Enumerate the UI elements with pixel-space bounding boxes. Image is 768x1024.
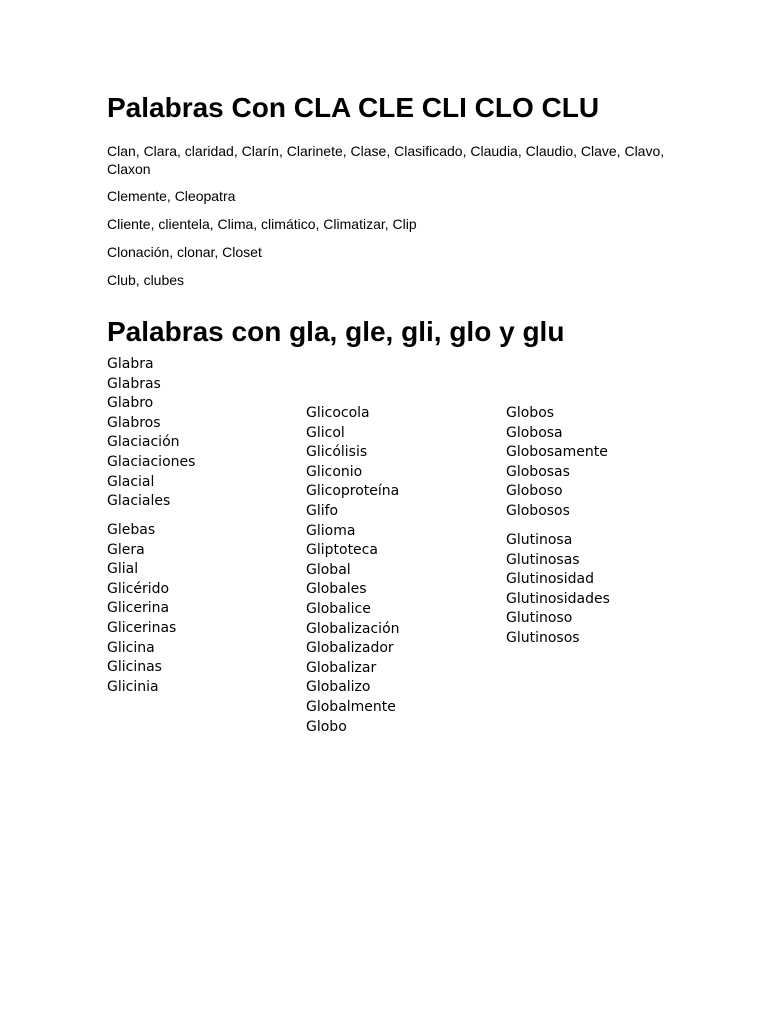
word-item: Globo — [306, 718, 347, 735]
section-title-gla-gle: Palabras con gla, gle, gli, glo y glu — [107, 316, 565, 347]
word-item: Gliconio — [306, 463, 363, 480]
word-item: Globalización — [306, 620, 400, 637]
word-item: Glacial — [107, 473, 155, 490]
word-item: Glebas — [107, 522, 156, 538]
word-item: Glicólisis — [306, 444, 368, 461]
word-item: Glicocola — [306, 405, 370, 421]
paragraph-clo: Clonación, clonar, Closet — [107, 244, 262, 260]
paragraph-cla: Clan, Clara, claridad, Clarín, Clarinete, Clase, Clasificado, Claudia, Claudio, Clave, Clavo, Claxon — [107, 143, 665, 177]
word-list-glu — [506, 531, 610, 649]
word-item: Glaciaciones — [107, 453, 196, 470]
word-item: Glicerinas — [107, 619, 177, 636]
word-item: Glaciales — [107, 493, 171, 510]
word-item: Globalizar — [306, 659, 377, 676]
word-list-gla — [107, 355, 195, 512]
paragraph-cle: Clemente, Cleopatra — [107, 188, 236, 204]
word-list-gli-glo — [306, 404, 400, 737]
word-item: Glutinoso — [506, 610, 573, 627]
word-item: Globos — [506, 405, 555, 421]
word-item: Glera — [107, 541, 145, 558]
word-item: Glicol — [306, 424, 345, 441]
word-item: Global — [306, 561, 351, 578]
word-item: Globosamente — [506, 444, 608, 461]
word-item: Glicina — [107, 639, 155, 656]
word-item: Globalizo — [306, 679, 371, 696]
word-item: Glutinosos — [506, 629, 580, 646]
word-item: Glutinosas — [506, 551, 580, 568]
word-item: Glicerina — [107, 600, 170, 617]
word-item: Glutinosidades — [506, 590, 610, 607]
section-title-cla-cle: Palabras Con CLA CLE CLI CLO CLU — [107, 92, 600, 123]
word-item: Globales — [306, 581, 367, 598]
word-item: Globosos — [506, 502, 570, 519]
word-item: Globalizador — [306, 640, 394, 657]
paragraph-cli: Cliente, clientela, Clima, climático, Climatizar, Clip — [107, 216, 417, 232]
word-item: Glifo — [306, 502, 339, 519]
word-item: Globalice — [306, 600, 371, 617]
word-item: Globosas — [506, 463, 570, 480]
word-item: Gliptoteca — [306, 542, 378, 559]
word-item: Globoso — [506, 483, 563, 500]
word-item: Glicinas — [107, 659, 162, 676]
word-item: Globalmente — [306, 698, 396, 715]
word-item: Glutinosidad — [506, 571, 594, 588]
word-item: Glial — [107, 561, 139, 578]
word-item: Glicinia — [107, 678, 159, 695]
word-item: Glutinosa — [506, 532, 573, 548]
word-item: Glabra — [107, 356, 154, 372]
word-item: Glioma — [306, 522, 356, 539]
word-item: Glicérido — [107, 580, 170, 597]
word-item: Glabras — [107, 375, 161, 392]
word-list-gle-gli — [107, 521, 176, 697]
word-item: Glicoproteína — [306, 483, 400, 500]
word-item: Glabro — [107, 395, 154, 412]
word-list-glo — [506, 404, 608, 522]
paragraph-clu: Club, clubes — [107, 272, 185, 288]
word-item: Globosa — [506, 424, 563, 441]
word-item: Glaciación — [107, 434, 180, 451]
word-item: Glabros — [107, 414, 161, 431]
